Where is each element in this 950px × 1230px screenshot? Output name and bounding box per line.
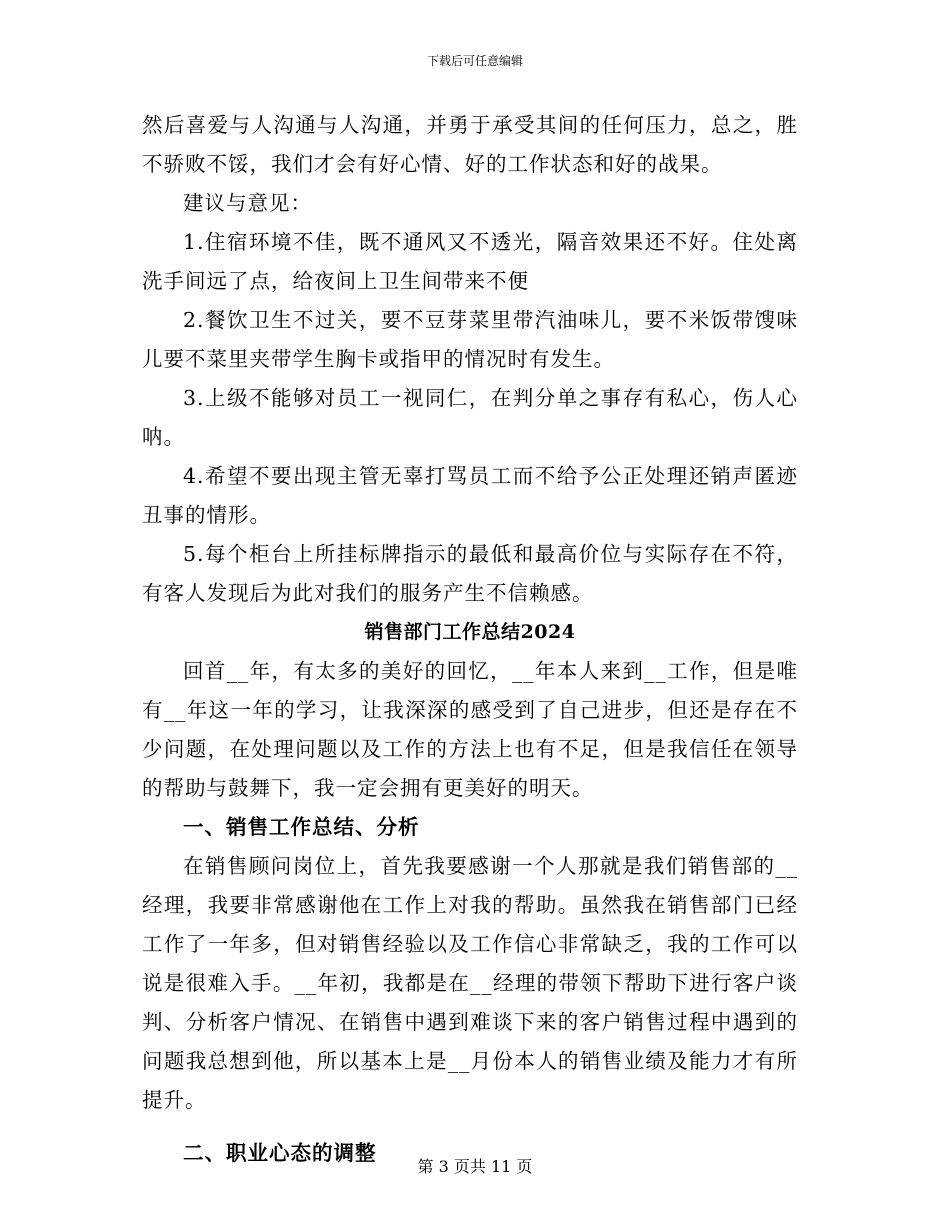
- sales-summary-paragraph: 在销售顾问岗位上，首先我要感谢一个人那就是我们销售部的__经理，我要非常感谢他在工作上对我的帮助。虽然我在销售部门已经工作了一年多，但对销售经验以及工作信心非常缺乏，我的工作可以说是很难入手。__年初，我都是在__经理的带领下帮助下进行客户谈判、分析客户情况、在销售中遇到难谈下来的客户销售过程中遇到的问题我总想到他，所以基本上是__月份本人的销售业绩及能力才有所提升。: [142, 854, 798, 1112]
- suggestion-item-4: 4.希望不要出现主管无辜打骂员工而不给予公正处理还销声匿迹丑事的情形。: [142, 464, 798, 527]
- page-footer: 第 3 页共 11 页: [417, 1157, 533, 1176]
- suggestion-item-1: 1.住宿环境不佳，既不通风又不透光，隔音效果还不好。住处离洗手间远了点，给夜间上卫生间带来不便: [142, 230, 798, 293]
- page-header: 下载后可任意编辑: [426, 54, 523, 68]
- heading-mindset-adjustment: 二、职业心态的调整: [183, 1141, 377, 1165]
- section-title: 销售部门工作总结2024: [364, 621, 576, 643]
- intro-paragraph: 回首__年，有太多的美好的回忆，__年本人来到__工作，但是唯有__年这一年的学习，让我深深的感受到了自己进步，但还是存在不少问题，在处理问题以及工作的方法上也有不足，但是我信任在领导的帮助与鼓舞下，我一定会拥有更美好的明天。: [142, 659, 798, 800]
- heading-sales-summary: 一、销售工作总结、分析: [183, 815, 420, 839]
- document-body: [142, 106, 798, 1173]
- suggestions-heading: 建议与意见：: [183, 191, 312, 215]
- suggestion-item-2: 2.餐饮卫生不过关，要不豆芽菜里带汽油味儿，要不米饭带馊味儿要不菜里夹带学生胸卡或指甲的情况时有发生。: [142, 308, 798, 371]
- paragraph-continuation: 然后喜爱与人沟通与人沟通，并勇于承受其间的任何压力，总之，胜不骄败不馁，我们才会有好心情、好的工作状态和好的战果。: [142, 113, 798, 176]
- suggestion-item-3: 3.上级不能够对员工一视同仁，在判分单之事存有私心，伤人心呐。: [142, 386, 798, 449]
- suggestion-item-5: 5.每个柜台上所挂标牌指示的最低和最高价位与实际存在不符，有客人发现后为此对我们的服务产生不信赖感。: [142, 542, 798, 605]
